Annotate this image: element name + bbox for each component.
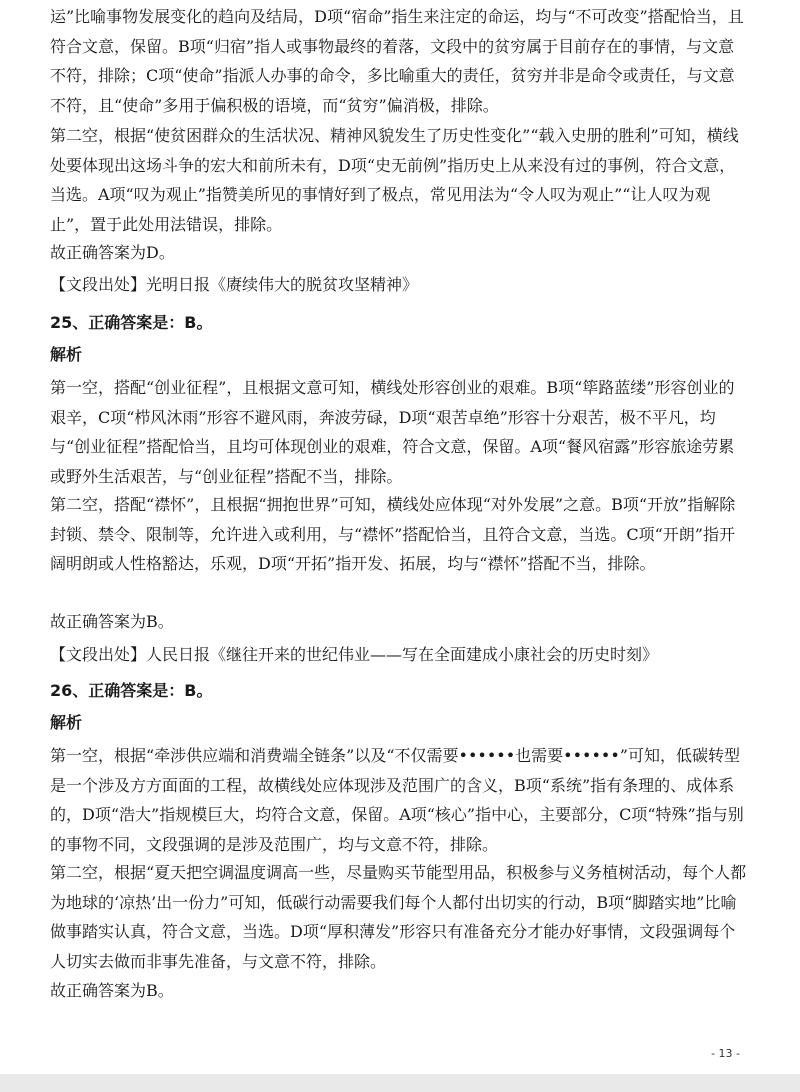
- q25-title-block: [50, 308, 750, 338]
- q25-para-first: 第一空，搭配“创业征程”，且根据文意可知，横线处形容创业的艰难。B项“筚路蓝缕”形容创业的艰辛，C项“栉风沐雨”形容不避风雨，奔波劳碌，D项“艰苦卓绝”形容十分艰苦，极不平凡，均与“创业征程”搭配恰当，且均可体现创业的艰难，符合文意，保留。A项“餐风宿露”形容旅途劳累或野外生活艰苦，与“创业征程”搭配不当，排除。: [50, 378, 735, 486]
- q26-para-first: 第一空，根据“牵涉供应端和消费端全链条”以及“不仅需要••••••也需要••••••”可知，低碳转型是一个涉及方方面面的工程，故横线处应体现涉及范围广的含义，B项“系统”指有条理的、成体系的，D项“浩大”指规模巨大，均符合文意，保留。A项“核心”指中心，主要部分，C项“特殊”指与别的事物不同，文段强调的是涉及范围广，均与文意不符，排除。: [50, 746, 744, 854]
- q26-second-block: [50, 858, 750, 976]
- q24-second-block: [50, 121, 750, 239]
- q26-conclusion-block: [50, 976, 750, 1006]
- q25-para-second: 第二空，搭配“襟怀”，且根据“拥抱世界”可知，横线处应体现“对外发展”之意。B项“开放”指解除封锁、禁令、限制等，允许进入或利用，与“襟怀”搭配恰当，且符合文意，当选。C项“开朗”指开阔明朗或人性格豁达，乐观，D项“开拓”指开发、拓展，均与“襟怀”搭配不当，排除。: [50, 495, 736, 573]
- q25-source: 【文段出处】人民日报《继往开来的世纪伟业——写在全面建成小康社会的历史时刻》: [50, 645, 659, 664]
- q26-title-block: [50, 676, 750, 706]
- q26-analysis-label: 解析: [50, 713, 83, 732]
- q26-analysis-block: [50, 708, 750, 738]
- q24-block: [50, 2, 750, 120]
- q24-source: 【文段出处】光明日报《赓续伟大的脱贫攻坚精神》: [50, 275, 419, 294]
- q24-para-second: 第二空，根据“使贫困群众的生活状况、精神风貌发生了历史性变化”“载入史册的胜利”可知，横线处要体现出这场斗争的宏大和前所未有，D项“史无前例”指历史上从来没有过的事例，符合文意，当选。A项“叹为观止”指赞美所见的事情好到了极点，常见用法为“令人叹为观止”“让人叹为观止”，置于此处用法错误，排除。: [50, 126, 739, 234]
- q25-first-block: [50, 373, 750, 491]
- page-number: - 13 -: [711, 1047, 740, 1060]
- q25-analysis-label: 解析: [50, 345, 83, 364]
- q24-conclusion-block: [50, 238, 750, 268]
- q25-source-block: [50, 640, 750, 670]
- q25-analysis-block: [50, 340, 750, 370]
- q24-conclusion: 故正确答案为D。: [50, 243, 175, 262]
- q26-title: 26、正确答案是：B。: [50, 681, 213, 700]
- q25-conclusion: 故正确答案为B。: [50, 612, 174, 631]
- q24-source-block: [50, 270, 750, 300]
- q25-conclusion-block: [50, 607, 750, 637]
- q26-conclusion: 故正确答案为B。: [50, 981, 174, 1000]
- q26-first-block: [50, 741, 750, 859]
- q26-para-second: 第二空，根据“夏天把空调温度调高一些，尽量购买节能型用品，积极参与义务植树活动，每个人都为地球的‘凉热’出一份力”可知，低碳行动需要我们每个人都付出切实的行动，B项“脚踏实地”比喻做事踏实认真，符合文意，当选。D项“厚积薄发”形容只有准备充分才能办好事情，文段强调每个人切实去做而非事先准备，与文意不符，排除。: [50, 863, 747, 971]
- q25-second-block: [50, 490, 750, 579]
- page-bottom-edge: [0, 1074, 800, 1092]
- q25-title: 25、正确答案是：B。: [50, 313, 213, 332]
- q24-para-continued: 运”比喻事物发展变化的趋向及结局，D项“宿命”指生来注定的命运，均与“不可改变”搭配恰当，且符合文意，保留。B项“归宿”指人或事物最终的着落，文段中的贫穷属于目前存在的事情，与文意不符，排除；C项“使命”指派人办事的命令，多比喻重大的责任，贫穷并非是命令或责任，与文意不符，且“使命”多用于偏积极的语境，而“贫穷”偏消极，排除。: [50, 7, 744, 115]
